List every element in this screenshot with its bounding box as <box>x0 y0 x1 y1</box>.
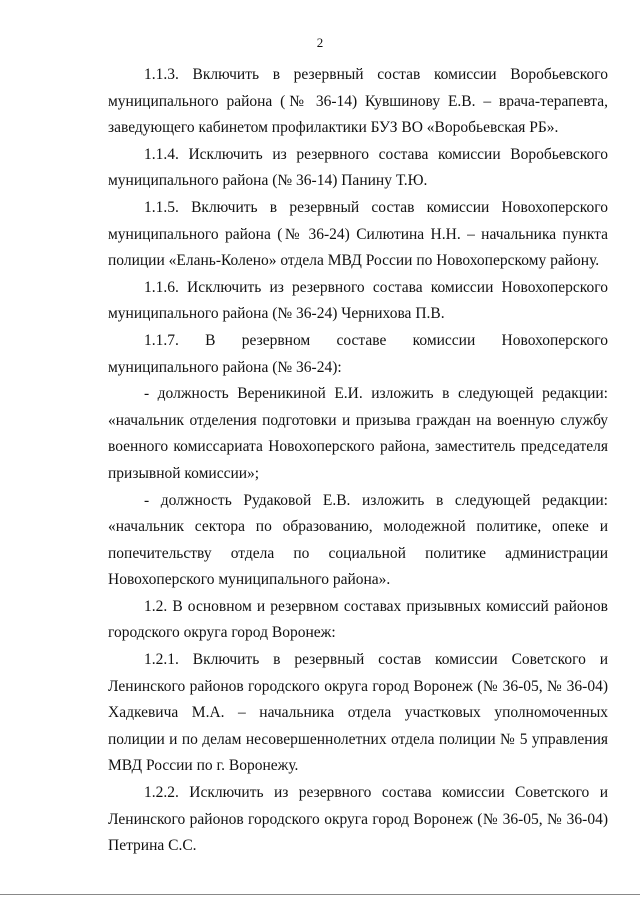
paragraph-dash-vereniknina: - должность Вереникиной Е.И. изложить в следующей редакции: «начальник отделения подготовки и призыва граждан на военную службу военного комиссариата Новохоперского района, заместитель председателя призывной комиссии»; <box>108 385 608 482</box>
paragraph-1-2: 1.2. В основном и резервном составах призывных комиссий районов городского округа город Воронеж: <box>108 597 608 642</box>
document-body <box>108 62 608 860</box>
page-number: 2 <box>316 35 324 50</box>
footer-rule <box>0 894 640 895</box>
paragraph-1-2-1: 1.2.1. Включить в резервный состав комиссии Советского и Ленинского районов городского округа город Воронеж (№ 36-05, № 36-04) Хадкевича М.А. – начальника отдела участковых уполномоченных полиции и по делам несовершеннолетних отдела полиции № 5 управления МВД России по г. Воронежу. <box>108 651 608 775</box>
paragraph-dash-rudakova: - должность Рудаковой Е.В. изложить в следующей редакции: «начальник сектора по образованию, молодежной политике, опеке и попечительству отдела по социальной политике администрации Новохоперского муниципального района». <box>108 491 608 589</box>
paragraph-1-1-5: 1.1.5. Включить в резервный состав комиссии Новохоперского муниципального района (№ 36-24) Силютина Н.Н. – начальника пункта полиции «Елань-Колено» отдела МВД России по Новохоперскому району. <box>108 198 608 270</box>
paragraph-1-2-2: 1.2.2. Исключить из резервного состава комиссии Советского и Ленинского районов городского округа город Воронеж (№ 36-05, № 36-04) Петрина С.С. <box>108 784 608 855</box>
paragraph-1-1-6: 1.1.6. Исключить из резервного состава комиссии Новохоперского муниципального района (№ 36-24) Чернихова П.В. <box>108 278 608 323</box>
paragraph-1-1-7: 1.1.7. В резервном составе комиссии Новохоперского муниципального района (№ 36-24): <box>108 331 608 376</box>
paragraph-1-1-3: 1.1.3. Включить в резервный состав комиссии Воробьевского муниципального района (№ 36-14) Кувшинову Е.В. – врача-терапевта, заведующего кабинетом профилактики БУЗ ВО «Воробьевская РБ». <box>108 66 608 137</box>
paragraph-1-1-4: 1.1.4. Исключить из резервного состава комиссии Воробьевского муниципального района (№ 36-14) Панину Т.Ю. <box>108 145 608 190</box>
